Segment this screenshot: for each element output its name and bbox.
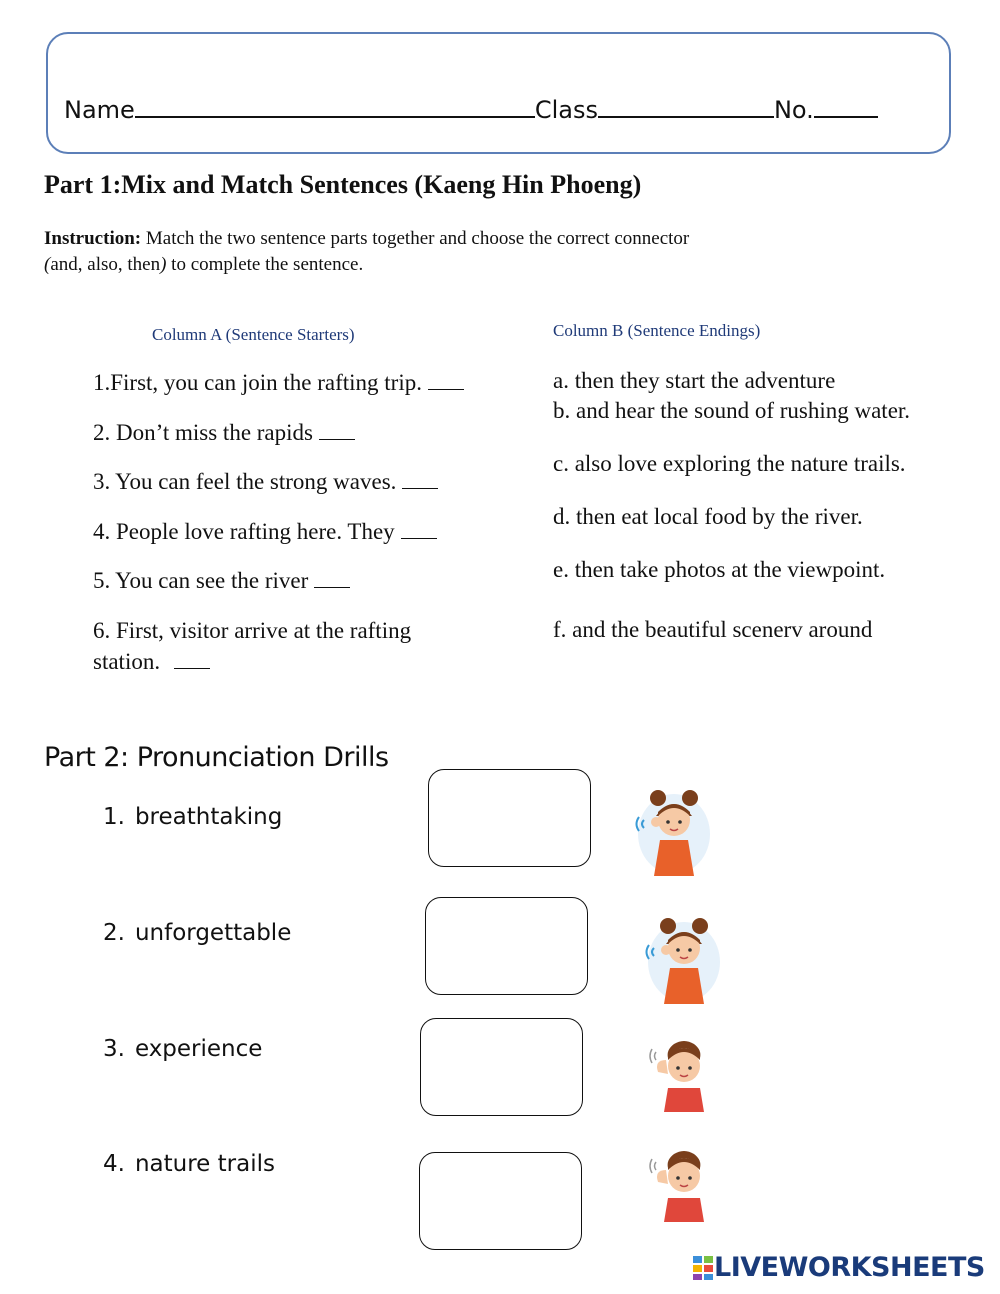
instruction (44, 226, 864, 278)
drill-item (103, 1151, 275, 1177)
drill-number: 2. (103, 920, 125, 946)
answer-blank[interactable] (319, 439, 355, 440)
class-input-line[interactable] (598, 115, 774, 118)
instruction-text: Match the two sentence parts together and choose the correct connector (141, 228, 690, 249)
column-b-item: c. also love exploring the nature trails. (553, 451, 906, 476)
drill-item (103, 920, 291, 946)
column-a-item: 6. First, visitor arrive at the rafting station. (93, 618, 412, 674)
number-label: No. (773, 96, 814, 124)
recording-box[interactable] (428, 769, 591, 867)
drill-number: 3. (103, 1036, 125, 1062)
liveworksheets-logo-icon (692, 1255, 714, 1281)
answer-blank[interactable] (402, 488, 438, 489)
instruction-text-line2: to complete the sentence. (166, 254, 364, 275)
student-info-box (46, 32, 951, 154)
part2-title: Part 2: Pronunciation Drills (44, 742, 389, 773)
number-input-line[interactable] (814, 115, 878, 118)
drill-word: unforgettable (134, 920, 292, 946)
liveworksheets-logo (692, 1252, 985, 1283)
drill-item (103, 1036, 262, 1062)
instruction-paren-close: ) (160, 254, 167, 275)
recording-box[interactable] (420, 1018, 583, 1116)
drill-number: 4. (103, 1151, 125, 1177)
girl-listening-icon[interactable] (644, 912, 722, 1008)
recording-box[interactable] (425, 897, 588, 995)
column-a-item: 4. People love rafting here. They (93, 516, 437, 547)
instruction-connectors: and, also, then (50, 254, 161, 275)
recording-box[interactable] (419, 1152, 582, 1250)
boy-listening-icon[interactable] (644, 1030, 722, 1126)
column-b-item: b. and hear the sound of rushing water. (553, 398, 911, 423)
column-b-item: e. then take photos at the viewpoint. (553, 557, 886, 582)
answer-blank[interactable] (428, 389, 464, 390)
answer-blank[interactable] (174, 668, 210, 669)
instruction-label: Instruction: (44, 228, 142, 249)
class-label: Class (534, 96, 598, 124)
girl-listening-icon[interactable] (634, 784, 712, 880)
column-b-item: f. and the beautiful scenerv around (553, 617, 873, 642)
answer-blank[interactable] (314, 587, 350, 588)
name-label: Name (64, 96, 135, 124)
column-a-item: 2. Don’t miss the rapids (93, 417, 355, 448)
column-a-header: Column A (Sentence Starters) (152, 325, 355, 344)
drill-number: 1. (103, 804, 125, 830)
drill-word: nature trails (134, 1151, 275, 1177)
column-b-item: d. then eat local food by the river. (553, 504, 863, 529)
part1-title: Part 1:Mix and Match Sentences (Kaeng Hin Phoeng) (44, 170, 642, 199)
logo-text: LIVEWORKSHEETS (714, 1252, 985, 1283)
drill-item (103, 804, 282, 830)
column-b-item: a. then they start the adventure (553, 368, 836, 393)
column-b-header: Column B (Sentence Endings) (553, 321, 761, 340)
column-a-item: 3. You can feel the strong waves. (93, 466, 438, 497)
student-info-row (64, 96, 878, 124)
instruction-paren-open: ( (44, 254, 51, 275)
drill-word: experience (134, 1036, 263, 1062)
boy-listening-icon[interactable] (644, 1140, 722, 1236)
answer-blank[interactable] (401, 538, 437, 539)
drill-word: breathtaking (134, 804, 283, 830)
column-a-item: 5. You can see the river (93, 565, 350, 596)
name-input-line[interactable] (135, 115, 535, 118)
column-a-item: 1.First, you can join the rafting trip. (93, 367, 464, 398)
